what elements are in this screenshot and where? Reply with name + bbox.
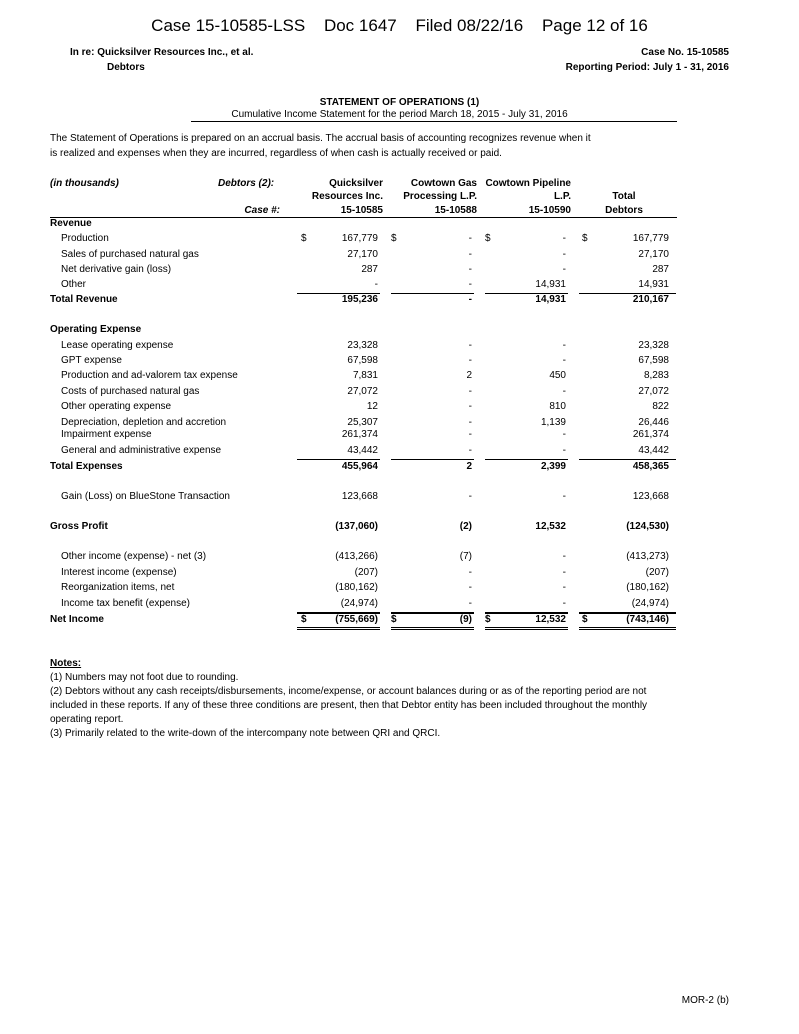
row-value: 195,236: [341, 294, 378, 305]
row-label: Reorganization items, net: [61, 582, 175, 593]
row-value: 287: [361, 264, 378, 275]
row-value: -: [468, 491, 472, 502]
row-value: 2: [466, 461, 472, 472]
currency-symbol: $: [391, 614, 397, 625]
court-filing-header: [0, 16, 799, 36]
sum-rule: [485, 459, 568, 460]
row-value: (413,273): [626, 551, 669, 562]
row-value: (9): [459, 614, 472, 625]
row-value: -: [562, 445, 566, 456]
row-label: Sales of purchased natural gas: [61, 249, 199, 260]
sum-rule: [579, 459, 676, 460]
row-value: -: [562, 598, 566, 609]
row-value: (743,146): [626, 614, 669, 625]
row-value: -: [468, 279, 472, 290]
row-value: 210,167: [632, 294, 669, 305]
row-value: 67,598: [347, 355, 378, 366]
row-value: 43,442: [638, 445, 669, 456]
row-label: Net Income: [50, 614, 104, 625]
row-label: Income tax benefit (expense): [61, 598, 190, 609]
row-value: 8,283: [643, 370, 669, 381]
row-value: -: [562, 386, 566, 397]
sum-rule: [579, 627, 676, 630]
in-re-line: In re: Quicksilver Resources Inc., et al.: [70, 47, 254, 58]
sum-rule: [297, 627, 380, 630]
case-number-stamp: Case 15-10585-LSS: [151, 16, 306, 35]
debtors-line: Debtors: [107, 62, 145, 73]
col-pipeline-name-1: Cowtown Pipeline: [485, 178, 571, 189]
row-label: Total Expenses: [50, 461, 123, 472]
col-gas-name-1: Cowtown Gas: [410, 178, 477, 189]
row-value: -: [562, 355, 566, 366]
row-value: -: [468, 340, 472, 351]
row-value: (207): [354, 567, 378, 578]
row-value: 23,328: [638, 340, 669, 351]
row-value: 458,365: [632, 461, 669, 472]
row-label: Costs of purchased natural gas: [61, 386, 200, 397]
sum-rule: [297, 459, 380, 460]
row-value: -: [468, 294, 472, 305]
row-value: -: [562, 567, 566, 578]
row-value: 12,532: [535, 614, 566, 625]
row-value: 14,931: [535, 294, 566, 305]
row-label: Net derivative gain (loss): [61, 264, 172, 275]
col-total-name-2: Debtors: [605, 205, 643, 216]
row-value: -: [562, 429, 566, 440]
note-2: (2) Debtors without any cash receipts/disbursements, income/expense, or account balances during or as of the reporting period are not included in these reports. If any of these three conditions are present, then that Debtor entity has been included throughout the monthly operating report.: [50, 686, 648, 725]
row-label: Interest income (expense): [61, 567, 177, 578]
col-pipeline-name-2: L.P.: [553, 191, 571, 202]
row-label: Revenue: [50, 218, 92, 229]
row-value: (24,974): [340, 598, 378, 609]
row-value: (180,162): [626, 582, 669, 593]
row-value: -: [468, 264, 472, 275]
row-value: 2: [466, 370, 472, 381]
row-value: -: [468, 598, 472, 609]
doc-number-stamp: Doc 1647: [323, 16, 397, 35]
row-value: 43,442: [347, 445, 378, 456]
row-value: 123,668: [632, 491, 669, 502]
row-value: 455,964: [341, 461, 378, 472]
row-label: Gross Profit: [50, 521, 108, 532]
row-label: Production and ad-valorem tax expense: [61, 370, 238, 381]
reporting-period-line: Reporting Period: July 1 - 31, 2016: [565, 62, 729, 73]
form-identifier: MOR-2 (b): [681, 995, 729, 1006]
row-value: 14,931: [535, 279, 566, 290]
currency-symbol: $: [582, 614, 588, 625]
row-value: 12,532: [535, 521, 566, 532]
row-value: (137,060): [335, 521, 378, 532]
row-value: -: [562, 582, 566, 593]
notes-block: [50, 657, 670, 741]
row-value: (7): [459, 551, 472, 562]
row-label: GPT expense: [61, 355, 122, 366]
col-pipeline-case: 15-10590: [528, 205, 571, 216]
row-value: 167,779: [341, 233, 378, 244]
row-value: 123,668: [341, 491, 378, 502]
filed-date-stamp: Filed 08/22/16: [415, 16, 524, 35]
row-label: Total Revenue: [50, 294, 118, 305]
sum-rule: [391, 459, 474, 460]
row-value: -: [468, 582, 472, 593]
currency-symbol: $: [485, 233, 491, 244]
row-value: (124,530): [626, 521, 669, 532]
row-value: 287: [652, 264, 669, 275]
col-gas-case: 15-10588: [434, 205, 477, 216]
row-value: -: [374, 279, 378, 290]
row-value: 167,779: [632, 233, 669, 244]
row-label: Production: [61, 233, 109, 244]
row-value: -: [468, 386, 472, 397]
row-value: 27,072: [347, 386, 378, 397]
row-value: 12: [366, 401, 378, 412]
row-value: -: [562, 340, 566, 351]
row-value: 27,072: [638, 386, 669, 397]
subtotal-rule: [391, 613, 474, 614]
row-value: 67,598: [638, 355, 669, 366]
row-label: Gain (Loss) on BlueStone Transaction: [61, 491, 230, 502]
sum-rule: [391, 627, 474, 630]
row-value: -: [468, 567, 472, 578]
currency-symbol: $: [485, 614, 491, 625]
subtotal-rule: [297, 613, 380, 614]
row-value: 1,139: [540, 417, 566, 428]
note-3: (3) Primarily related to the write-down of the intercompany note between QRI and QRCI.: [50, 728, 441, 739]
subtotal-rule: [579, 613, 676, 614]
row-value: (413,266): [335, 551, 378, 562]
title-rule: [191, 121, 677, 122]
row-value: -: [562, 551, 566, 562]
row-value: -: [562, 491, 566, 502]
notes-heading: Notes:: [50, 658, 82, 669]
intro-line-1: The Statement of Operations is prepared on an accrual basis. The accrual basis of accounting recognizes revenue when it: [50, 133, 591, 144]
row-label: Impairment expense: [61, 429, 152, 440]
row-value: 822: [652, 401, 669, 412]
row-value: 261,374: [632, 429, 669, 440]
row-label: General and administrative expense: [61, 445, 222, 456]
row-value: 810: [549, 401, 566, 412]
row-value: 2,399: [540, 461, 566, 472]
case-no-line: Case No. 15-10585: [641, 47, 729, 58]
row-label: Other operating expense: [61, 401, 172, 412]
row-label: Operating Expense: [50, 324, 142, 335]
row-value: -: [468, 233, 472, 244]
row-label: Lease operating expense: [61, 340, 174, 351]
column-header-rule: [50, 217, 677, 218]
row-value: 25,307: [347, 417, 378, 428]
row-label: Other: [61, 279, 87, 290]
row-value: 261,374: [341, 429, 378, 440]
page-number-stamp: Page 12 of 16: [541, 16, 648, 35]
sum-rule: [485, 627, 568, 630]
row-label: Other income (expense) - net (3): [61, 551, 207, 562]
currency-symbol: $: [301, 233, 307, 244]
row-value: 23,328: [347, 340, 378, 351]
row-value: (24,974): [631, 598, 669, 609]
row-value: 26,446: [638, 417, 669, 428]
row-value: -: [562, 264, 566, 275]
row-value: -: [562, 233, 566, 244]
statement-title: STATEMENT OF OPERATIONS (1): [319, 97, 480, 108]
row-value: (2): [459, 521, 472, 532]
debtors-count-label: Debtors (2):: [218, 178, 275, 189]
row-value: (180,162): [335, 582, 378, 593]
row-label: Depreciation, depletion and accretion: [61, 417, 227, 428]
row-value: 14,931: [638, 279, 669, 290]
col-qri-name-1: Quicksilver: [329, 178, 383, 189]
row-value: -: [468, 401, 472, 412]
currency-symbol: $: [301, 614, 307, 625]
row-value: -: [468, 249, 472, 260]
col-total-name-1: Total: [612, 191, 636, 202]
row-value: -: [562, 249, 566, 260]
intro-line-2: is realized and expenses when they are incurred, regardless of when cash is actually received or paid.: [50, 148, 502, 159]
currency-symbol: $: [582, 233, 588, 244]
row-value: -: [468, 417, 472, 428]
row-value: 7,831: [352, 370, 378, 381]
col-gas-name-2: Processing L.P.: [403, 191, 477, 202]
col-qri-case: 15-10585: [340, 205, 383, 216]
row-value: -: [468, 429, 472, 440]
row-value: -: [468, 355, 472, 366]
currency-symbol: $: [391, 233, 397, 244]
row-value: (755,669): [335, 614, 378, 625]
row-value: 27,170: [347, 249, 378, 260]
row-value: -: [468, 445, 472, 456]
statement-subtitle: Cumulative Income Statement for the period March 18, 2015 - July 31, 2016: [231, 109, 568, 120]
note-1: (1) Numbers may not foot due to rounding.: [50, 672, 239, 683]
col-qri-name-2: Resources Inc.: [311, 191, 383, 202]
row-value: 27,170: [638, 249, 669, 260]
row-value: 450: [549, 370, 566, 381]
subtotal-rule: [485, 613, 568, 614]
row-value: (207): [645, 567, 669, 578]
in-thousands-label: (in thousands): [50, 178, 119, 189]
case-number-label: Case #:: [244, 205, 280, 216]
